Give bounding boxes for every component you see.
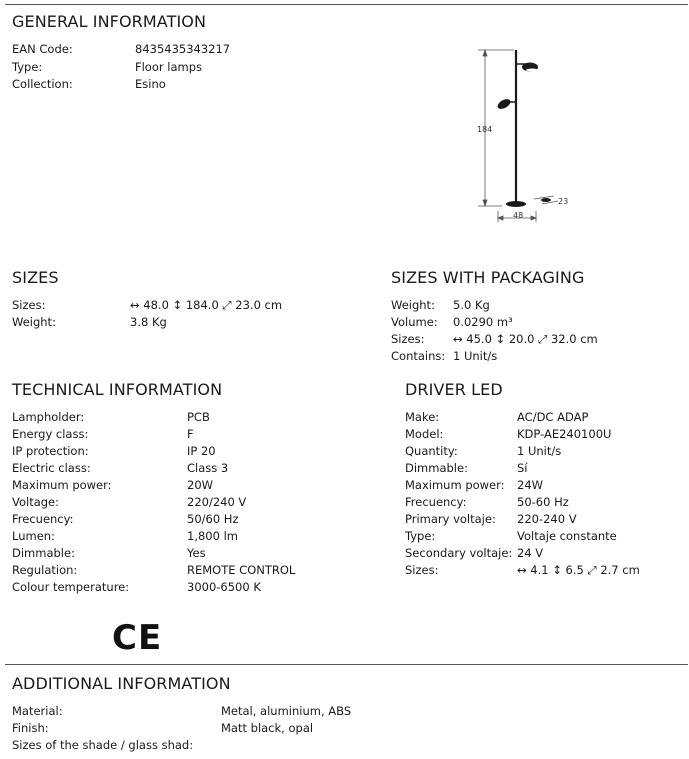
row-value: KDP-AE240100U [517, 427, 612, 441]
row-label: Electric class: [12, 461, 91, 475]
ce-mark-icon [112, 616, 162, 656]
row-label: Sizes: [405, 563, 439, 577]
row-value: 8435435343217 [135, 42, 231, 56]
row-value: 24W [517, 478, 544, 492]
driver-row [405, 494, 685, 511]
row-label: Finish: [12, 721, 49, 735]
row-label: Secondary voltaje: [405, 546, 513, 560]
row-label: Frecuency: [405, 495, 467, 509]
row-label: Maximum power: [12, 478, 112, 492]
sizes-title: SIZES [12, 268, 59, 287]
row-label: Maximum power: [405, 478, 505, 492]
technical-title: TECHNICAL INFORMATION [12, 380, 223, 399]
general-row-type [12, 59, 312, 76]
row-value: 0.0290 m³ [453, 315, 513, 329]
row-value: 1,800 lm [187, 529, 238, 543]
driver-row [405, 477, 685, 494]
row-value: 3000-6500 K [187, 580, 261, 594]
row-label: IP protection: [12, 444, 89, 458]
row-label: Sizes: [391, 332, 425, 346]
row-value: Yes [187, 546, 206, 560]
row-label: EAN Code: [12, 42, 73, 56]
row-label: Frecuency: [12, 512, 74, 526]
row-value: 1 Unit/s [517, 444, 562, 458]
additional-row-shade [12, 737, 412, 754]
row-value: Metal, aluminium, ABS [221, 704, 352, 718]
technical-row [12, 579, 372, 596]
row-value: IP 20 [187, 444, 216, 458]
packaging-row-weight [391, 297, 681, 314]
technical-row [12, 426, 372, 443]
row-value: ↔ 45.0 ↕ 20.0 ⤢ 32.0 cm [453, 332, 598, 346]
row-value: Voltaje constante [517, 529, 617, 543]
technical-row [12, 562, 372, 579]
row-value: 220/240 V [187, 495, 247, 509]
row-value: PCB [187, 410, 210, 424]
row-label: Regulation: [12, 563, 78, 577]
packaging-row-volume [391, 314, 681, 331]
driver-row [405, 545, 685, 562]
additional-title: ADDITIONAL INFORMATION [12, 674, 231, 693]
row-value: Matt black, opal [221, 721, 314, 735]
driver-row [405, 409, 685, 426]
additional-row-material [12, 703, 412, 720]
driver-row [405, 443, 685, 460]
general-row-collection [12, 76, 312, 93]
general-title: GENERAL INFORMATION [12, 12, 207, 31]
row-value: 50-60 Hz [517, 495, 569, 509]
row-label: Collection: [12, 77, 73, 91]
row-label: Sizes of the shade / glass shad: [12, 738, 194, 752]
row-value: REMOTE CONTROL [187, 563, 296, 577]
row-label: Quantity: [405, 444, 458, 458]
row-label: Type: [405, 529, 436, 543]
row-label: Weight: [12, 315, 56, 329]
row-value: ↔ 4.1 ↕ 6.5 ⤢ 2.7 cm [517, 563, 640, 577]
row-value: F [187, 427, 194, 441]
row-label: Material: [12, 704, 63, 718]
row-value: Class 3 [187, 461, 229, 475]
row-label: Weight: [391, 298, 435, 312]
row-label: Model: [405, 427, 444, 441]
technical-row [12, 477, 372, 494]
lamp-dimension-drawing [462, 38, 582, 228]
row-label: Volume: [391, 315, 438, 329]
row-value: 50/60 Hz [187, 512, 239, 526]
row-label: Contains: [391, 349, 446, 363]
general-row-ean [12, 41, 312, 58]
driver-row [405, 562, 685, 579]
height-label: 184 [477, 125, 493, 134]
driver-row [405, 426, 685, 443]
row-value: 24 V [517, 546, 544, 560]
row-label: Lumen: [12, 529, 55, 543]
packaging-row-sizes [391, 331, 681, 348]
driver-row [405, 460, 685, 477]
additional-rule [5, 664, 688, 665]
row-value: AC/DC ADAP [517, 410, 589, 424]
row-label: Sizes: [12, 298, 46, 312]
row-value: 220-240 V [517, 512, 577, 526]
row-label: Energy class: [12, 427, 89, 441]
row-value: Esino [135, 77, 166, 91]
row-label: Dimmable: [12, 546, 75, 560]
row-label: Voltage: [12, 495, 60, 509]
row-label: Colour temperature: [12, 580, 130, 594]
technical-row [12, 494, 372, 511]
driver-row [405, 528, 685, 545]
sizes-row-weight [12, 314, 342, 331]
additional-row-finish [12, 720, 412, 737]
technical-row [12, 409, 372, 426]
row-label: Make: [405, 410, 440, 424]
top-rule [5, 4, 688, 5]
row-value: 3.8 Kg [130, 315, 167, 329]
sizes-row-sizes [12, 297, 342, 314]
row-label: Dimmable: [405, 461, 468, 475]
packaging-row-contains [391, 348, 681, 365]
depth-label: 23 [558, 197, 569, 206]
technical-row [12, 528, 372, 545]
technical-row [12, 545, 372, 562]
driver-title: DRIVER LED [405, 380, 503, 399]
row-value: ↔ 48.0 ↕ 184.0 ⤢ 23.0 cm [130, 298, 283, 312]
technical-row [12, 511, 372, 528]
technical-row [12, 460, 372, 477]
row-label: Type: [12, 60, 43, 74]
ce-mark-text: CE [112, 618, 162, 656]
driver-row [405, 511, 685, 528]
packaging-title: SIZES WITH PACKAGING [391, 268, 585, 287]
row-label: Lampholder: [12, 410, 85, 424]
row-value: 5.0 Kg [453, 298, 490, 312]
row-label: Primary voltaje: [405, 512, 496, 526]
row-value: 20W [187, 478, 214, 492]
row-value: Sí [517, 461, 528, 475]
technical-row [12, 443, 372, 460]
row-value: 1 Unit/s [453, 349, 498, 363]
width-label: 48 [513, 211, 524, 220]
row-value: Floor lamps [135, 60, 203, 74]
